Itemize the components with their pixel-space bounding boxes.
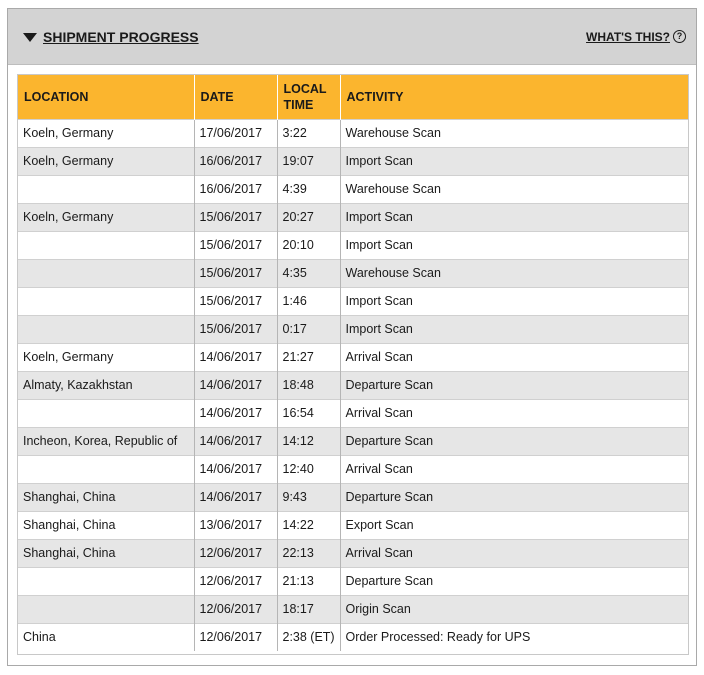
table-row [18,623,688,651]
cell-location: Shanghai, China [18,483,194,511]
table-row [18,539,688,567]
table-row [18,175,688,203]
cell-activity: Import Scan [340,147,688,175]
table-row [18,427,688,455]
cell-activity: Departure Scan [340,567,688,595]
collapse-toggle[interactable] [23,29,199,45]
cell-date: 14/06/2017 [194,427,277,455]
cell-time: 21:27 [277,343,340,371]
cell-date: 13/06/2017 [194,511,277,539]
cell-location [18,399,194,427]
table-row [18,147,688,175]
cell-time: 9:43 [277,483,340,511]
cell-time: 16:54 [277,399,340,427]
cell-location: Shanghai, China [18,539,194,567]
cell-time: 4:35 [277,259,340,287]
table-row [18,399,688,427]
shipment-table-container [17,74,689,655]
cell-activity: Import Scan [340,231,688,259]
cell-time: 14:22 [277,511,340,539]
cell-location [18,315,194,343]
cell-date: 12/06/2017 [194,595,277,623]
cell-activity: Departure Scan [340,427,688,455]
table-row [18,231,688,259]
cell-time: 14:12 [277,427,340,455]
cell-time: 20:27 [277,203,340,231]
cell-location: Koeln, Germany [18,119,194,147]
column-header-date: DATE [194,75,277,119]
cell-activity: Origin Scan [340,595,688,623]
cell-activity: Arrival Scan [340,343,688,371]
cell-time: 18:17 [277,595,340,623]
cell-location: Incheon, Korea, Republic of [18,427,194,455]
cell-activity: Export Scan [340,511,688,539]
shipment-progress-panel [7,8,697,666]
cell-location: Koeln, Germany [18,147,194,175]
cell-date: 14/06/2017 [194,483,277,511]
cell-date: 14/06/2017 [194,371,277,399]
table-row [18,567,688,595]
cell-activity: Departure Scan [340,483,688,511]
cell-location: Koeln, Germany [18,343,194,371]
cell-time: 21:13 [277,567,340,595]
column-header-location: LOCATION [24,89,89,104]
cell-activity: Warehouse Scan [340,259,688,287]
whats-this-link[interactable] [586,30,686,44]
cell-date: 12/06/2017 [194,567,277,595]
table-body [18,119,688,651]
table-header-row [18,75,688,119]
table-row [18,371,688,399]
whats-this-label[interactable]: WHAT'S THIS? [586,29,670,44]
cell-activity: Import Scan [340,287,688,315]
cell-date: 16/06/2017 [194,147,277,175]
cell-time: 12:40 [277,455,340,483]
table-row [18,287,688,315]
table-row [18,343,688,371]
cell-activity: Import Scan [340,315,688,343]
cell-date: 16/06/2017 [194,175,277,203]
cell-date: 15/06/2017 [194,231,277,259]
cell-date: 14/06/2017 [194,455,277,483]
cell-location [18,259,194,287]
column-header-local-time: LOCAL TIME [277,75,340,119]
cell-time: 18:48 [277,371,340,399]
cell-date: 15/06/2017 [194,287,277,315]
panel-title[interactable]: SHIPMENT PROGRESS [43,28,199,45]
cell-location: China [18,623,194,651]
shipment-progress-table [18,75,688,651]
cell-date: 17/06/2017 [194,119,277,147]
cell-location [18,455,194,483]
cell-date: 14/06/2017 [194,343,277,371]
table-row [18,511,688,539]
cell-time: 20:10 [277,231,340,259]
cell-date: 12/06/2017 [194,539,277,567]
collapse-triangle-icon[interactable] [23,33,37,42]
cell-date: 15/06/2017 [194,259,277,287]
cell-activity: Warehouse Scan [340,175,688,203]
cell-time: 19:07 [277,147,340,175]
cell-activity: Arrival Scan [340,539,688,567]
cell-location: Koeln, Germany [18,203,194,231]
cell-date: 15/06/2017 [194,315,277,343]
table-row [18,595,688,623]
cell-location: Almaty, Kazakhstan [18,371,194,399]
cell-location [18,595,194,623]
cell-location [18,567,194,595]
cell-time: 1:46 [277,287,340,315]
cell-location [18,287,194,315]
cell-time: 22:13 [277,539,340,567]
cell-activity: Order Processed: Ready for UPS [340,623,688,651]
panel-header [8,9,696,65]
cell-activity: Arrival Scan [340,455,688,483]
cell-activity: Warehouse Scan [340,119,688,147]
cell-time: 2:38 (ET) [277,623,340,651]
table-row [18,119,688,147]
cell-location: Shanghai, China [18,511,194,539]
column-header-activity: ACTIVITY [340,75,688,119]
table-row [18,315,688,343]
cell-date: 14/06/2017 [194,399,277,427]
help-circle-icon[interactable]: ? [673,30,686,43]
cell-location [18,231,194,259]
cell-activity: Import Scan [340,203,688,231]
cell-location [18,175,194,203]
cell-activity: Departure Scan [340,371,688,399]
table-row [18,203,688,231]
table-row [18,483,688,511]
cell-time: 4:39 [277,175,340,203]
table-row [18,259,688,287]
cell-date: 12/06/2017 [194,623,277,651]
table-row [18,455,688,483]
cell-activity: Arrival Scan [340,399,688,427]
cell-date: 15/06/2017 [194,203,277,231]
cell-time: 3:22 [277,119,340,147]
cell-time: 0:17 [277,315,340,343]
